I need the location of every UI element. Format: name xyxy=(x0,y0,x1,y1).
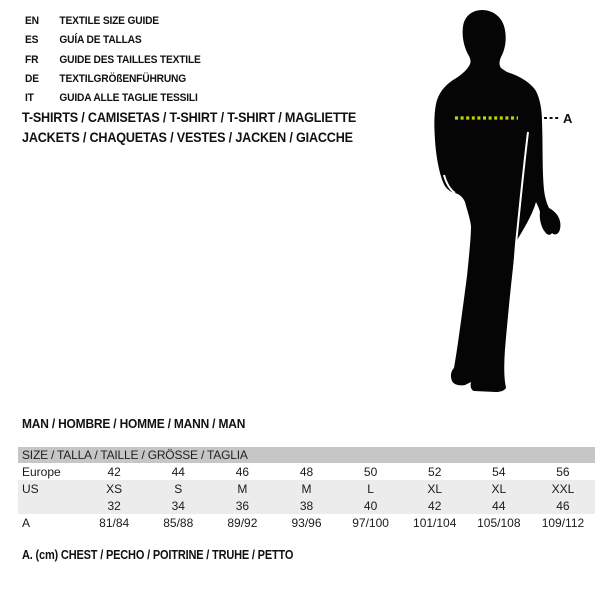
size-cell: 36 xyxy=(210,497,274,514)
table-row xyxy=(18,514,595,531)
language-row xyxy=(25,31,201,50)
language-label: GUIDE DES TAILLES TEXTILE xyxy=(59,53,201,66)
size-table-header: SIZE / TALLA / TAILLE / GRÖSSE / TAGLIA xyxy=(18,447,595,463)
table-row xyxy=(18,463,595,480)
garment-line-jackets: JACKETS / CHAQUETAS / VESTES / JACKEN / GIACCHE xyxy=(22,128,353,145)
size-cell: 46 xyxy=(531,497,595,514)
language-code: FR xyxy=(25,53,39,66)
garment-line-tshirts: T-SHIRTS / CAMISETAS / T-SHIRT / T-SHIRT / MAGLIETTE xyxy=(22,109,357,125)
size-cell: S xyxy=(146,480,210,497)
size-cell: 81/84 xyxy=(99,515,130,530)
language-row xyxy=(25,12,201,31)
size-cell: 34 xyxy=(146,497,210,514)
size-cell: 44 xyxy=(171,464,185,479)
language-label: GUIDA ALLE TAGLIE TESSILI xyxy=(59,92,198,105)
size-cell: XL xyxy=(403,480,467,497)
language-code: ES xyxy=(25,34,39,47)
size-cell: M xyxy=(274,480,338,497)
size-cell: XL xyxy=(467,480,531,497)
language-code: EN xyxy=(25,15,39,27)
size-cell: 44 xyxy=(467,497,531,514)
language-code: IT xyxy=(25,92,34,105)
size-cell: 52 xyxy=(428,464,442,479)
size-cell: 38 xyxy=(274,497,338,514)
language-code: DE xyxy=(25,72,39,85)
size-cell: 56 xyxy=(556,464,570,479)
table-row xyxy=(18,497,595,514)
size-cell: 85/88 xyxy=(163,515,194,530)
man-body-shape xyxy=(434,10,560,392)
language-row xyxy=(25,51,201,70)
size-cell: L xyxy=(339,480,403,497)
size-cell: 42 xyxy=(107,464,121,479)
size-cell: 46 xyxy=(235,464,250,479)
table-row xyxy=(18,480,595,497)
language-label: GUÍA DE TALLAS xyxy=(59,34,142,47)
measure-a-label: A xyxy=(563,111,573,126)
section-title: MAN / HOMBRE / HOMME / MANN / MAN xyxy=(22,416,246,431)
size-table xyxy=(18,447,595,531)
man-silhouette xyxy=(408,4,580,400)
size-cell: 109/112 xyxy=(541,515,585,530)
size-cell: 42 xyxy=(403,497,467,514)
size-cell: 48 xyxy=(299,464,314,479)
row-label: US xyxy=(18,480,82,497)
size-cell: 101/104 xyxy=(413,515,457,530)
language-label: TEXTILE SIZE GUIDE xyxy=(59,15,159,27)
language-list xyxy=(25,12,201,108)
chest-footnote: A. (cm) CHEST / PECHO / POITRINE / TRUHE / PETTO xyxy=(22,548,294,562)
size-cell: 32 xyxy=(82,497,146,514)
language-row xyxy=(25,89,201,108)
row-label: Europe xyxy=(22,464,61,479)
size-cell: XXL xyxy=(531,480,595,497)
size-cell: XS xyxy=(82,480,146,497)
size-table-header-row xyxy=(18,447,595,463)
size-cell: 93/96 xyxy=(291,515,322,530)
size-cell: 105/108 xyxy=(477,515,521,530)
row-label: A xyxy=(22,515,31,530)
size-cell: 50 xyxy=(363,464,378,479)
garment-heading xyxy=(22,108,356,147)
size-cell: M xyxy=(210,480,274,497)
size-cell: 54 xyxy=(492,464,506,479)
language-label: TEXTILGRÖßENFÜHRUNG xyxy=(59,72,187,85)
row-label xyxy=(18,497,82,514)
size-cell: 40 xyxy=(339,497,403,514)
size-cell: 89/92 xyxy=(227,515,258,530)
size-cell: 97/100 xyxy=(352,515,389,530)
language-row xyxy=(25,70,201,89)
